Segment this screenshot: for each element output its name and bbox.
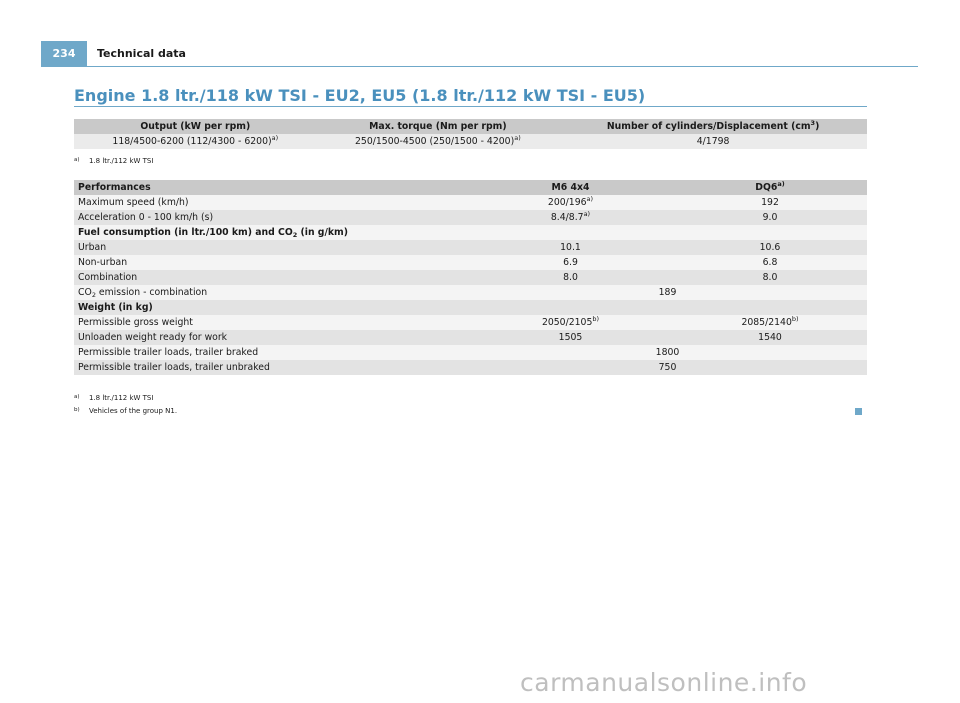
co2-text: CO bbox=[78, 287, 92, 298]
page-number: 234 bbox=[41, 41, 87, 67]
row-label bbox=[74, 285, 468, 300]
row-label: Acceleration 0 - 100 km/h (s) bbox=[74, 210, 468, 225]
group-row-fuel bbox=[74, 225, 867, 240]
summary-data-row bbox=[74, 134, 867, 149]
cell-output-value: 118/4500-6200 (112/4300 - 6200) bbox=[112, 136, 272, 147]
group-text-tail: (in g/km) bbox=[297, 227, 348, 238]
row-label: Unloaden weight ready for work bbox=[74, 330, 468, 345]
row-value: 10.1 bbox=[468, 240, 673, 255]
row-label: Maximum speed (km/h) bbox=[74, 195, 468, 210]
summary-footnote bbox=[74, 157, 153, 165]
value-text: 2085/2140 bbox=[741, 317, 792, 328]
header-cylinders bbox=[559, 119, 867, 134]
row-value bbox=[468, 195, 673, 210]
header-output: Output (kW per rpm) bbox=[74, 119, 317, 134]
header-m6: M6 4x4 bbox=[468, 180, 673, 195]
cell-output bbox=[74, 134, 317, 149]
footnote-ref: a) bbox=[514, 134, 521, 142]
row-value: 8.0 bbox=[468, 270, 673, 285]
table-row bbox=[74, 270, 867, 285]
row-label: Permissible gross weight bbox=[74, 315, 468, 330]
footnote-text: 1.8 ltr./112 kW TSI bbox=[89, 394, 154, 402]
group-label: Weight (in kg) bbox=[74, 300, 867, 315]
footnote-mark: a) bbox=[74, 394, 80, 400]
footnote-ref: a) bbox=[777, 180, 785, 188]
row-label: Urban bbox=[74, 240, 468, 255]
header-dq6 bbox=[673, 180, 867, 195]
table-row bbox=[74, 210, 867, 225]
watermark: carmanualsonline.info bbox=[520, 668, 808, 697]
footnote-mark: b) bbox=[74, 407, 80, 413]
group-label bbox=[74, 225, 867, 240]
section-title: Technical data bbox=[97, 47, 186, 60]
header-cylinders-close: ) bbox=[815, 121, 820, 132]
cell-torque-value: 250/1500-4500 (250/1500 - 4200) bbox=[355, 136, 515, 147]
row-value: 189 bbox=[468, 285, 867, 300]
header-torque: Max. torque (Nm per rpm) bbox=[317, 119, 560, 134]
value-text: 200/196 bbox=[547, 197, 587, 208]
row-label: Permissible trailer loads, trailer unbraked bbox=[74, 360, 468, 375]
row-value bbox=[468, 210, 673, 225]
row-value bbox=[673, 315, 867, 330]
footnote-text: Vehicles of the group N1. bbox=[89, 407, 178, 415]
footnote-ref: a) bbox=[583, 210, 591, 218]
value-text: 2050/2105 bbox=[541, 317, 593, 328]
cell-torque bbox=[317, 134, 560, 149]
header-cylinders-sup: 3 bbox=[810, 119, 816, 127]
row-value: 6.9 bbox=[468, 255, 673, 270]
performance-table bbox=[74, 180, 867, 375]
footnote-ref: b) bbox=[592, 315, 600, 323]
row-value: 9.0 bbox=[673, 210, 867, 225]
footnote-ref: a) bbox=[586, 195, 594, 203]
group-row-weight bbox=[74, 300, 867, 315]
row-label: Permissible trailer loads, trailer braked bbox=[74, 345, 468, 360]
table-row bbox=[74, 315, 867, 330]
engine-title: Engine 1.8 ltr./118 kW TSI - EU2, EU5 (1.8 ltr./112 kW TSI - EU5) bbox=[74, 86, 646, 105]
performance-footnote-a bbox=[74, 394, 153, 402]
table-row bbox=[74, 285, 867, 300]
footnote-ref: a) bbox=[271, 134, 279, 142]
table-row bbox=[74, 345, 867, 360]
title-divider bbox=[74, 106, 867, 107]
performance-header-row bbox=[74, 180, 867, 195]
row-value: 10.6 bbox=[673, 240, 867, 255]
row-value: 6.8 bbox=[673, 255, 867, 270]
table-row bbox=[74, 330, 867, 345]
header-dq6-text: DQ6 bbox=[755, 182, 778, 193]
table-row bbox=[74, 240, 867, 255]
row-value: 192 bbox=[673, 195, 867, 210]
row-value bbox=[468, 315, 673, 330]
cell-cylinders: 4/1798 bbox=[559, 134, 867, 149]
group-text: Fuel consumption (in ltr./100 km) and CO bbox=[78, 227, 293, 238]
table-row bbox=[74, 195, 867, 210]
end-of-section-marker bbox=[855, 408, 862, 415]
row-value: 8.0 bbox=[673, 270, 867, 285]
summary-header-row bbox=[74, 119, 867, 134]
header-performances: Performances bbox=[74, 180, 468, 195]
row-value: 1505 bbox=[468, 330, 673, 345]
table-row bbox=[74, 255, 867, 270]
row-value: 1800 bbox=[468, 345, 867, 360]
footnote-text: 1.8 ltr./112 kW TSI bbox=[89, 157, 154, 165]
header-divider bbox=[87, 66, 918, 67]
header-cylinders-text: Number of cylinders/Displacement (cm bbox=[606, 121, 811, 132]
co2-subscript: 2 bbox=[292, 231, 298, 239]
row-label: Combination bbox=[74, 270, 468, 285]
footnote-mark: a) bbox=[74, 157, 80, 163]
co2-subscript: 2 bbox=[91, 291, 96, 299]
footnote-ref: b) bbox=[791, 315, 799, 323]
performance-footnote-b bbox=[74, 407, 177, 415]
row-value: 1540 bbox=[673, 330, 867, 345]
row-label: Non-urban bbox=[74, 255, 468, 270]
table-row bbox=[74, 360, 867, 375]
row-value: 750 bbox=[468, 360, 867, 375]
engine-summary-table bbox=[74, 119, 867, 149]
value-text: 8.4/8.7 bbox=[550, 212, 584, 223]
co2-text-tail: emission - combination bbox=[95, 287, 208, 298]
